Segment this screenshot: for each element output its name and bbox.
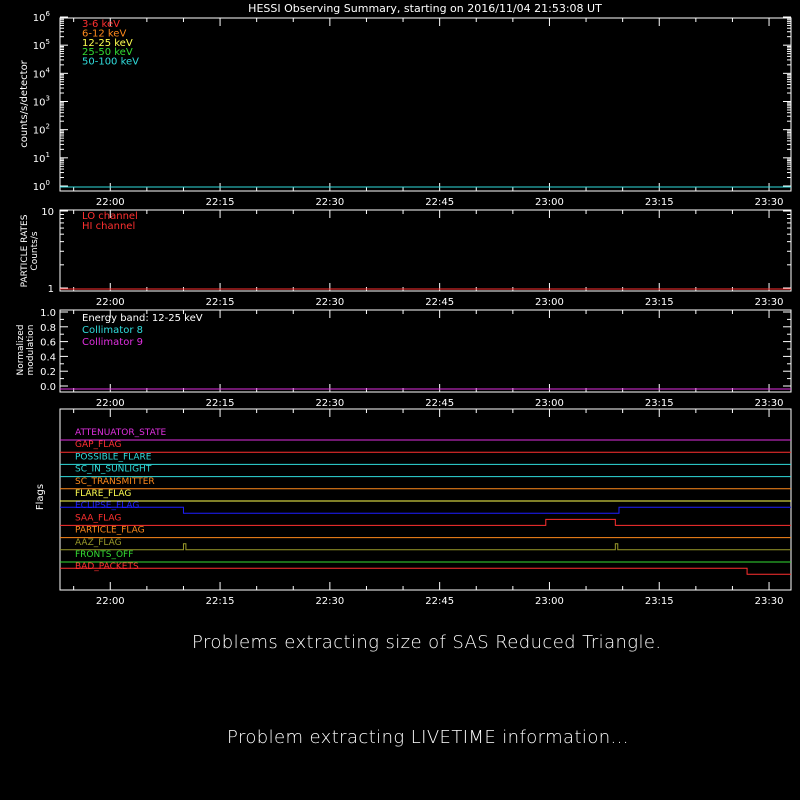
panel-flags: [35, 409, 791, 607]
flag-label: SC_TRANSMITTER: [75, 476, 155, 487]
legend-entry: 50-100 keV: [82, 56, 140, 68]
flag-line: [60, 544, 791, 550]
x-tick-label: 22:00: [95, 596, 125, 607]
legend-entry: Collimator 9: [82, 337, 143, 348]
y-axis-label: Normalized: [16, 324, 26, 376]
x-tick-label: 22:00: [95, 398, 125, 409]
legend-entry: LO channel: [82, 211, 138, 222]
flag-line: [60, 568, 791, 574]
y-tick-label: $10^5$: [32, 38, 50, 53]
x-tick-label: 22:30: [315, 197, 345, 208]
flag-label: PARTICLE_FLAG: [75, 525, 145, 536]
flag-label: GAP_FLAG: [75, 440, 122, 451]
y-tick-label: $10^6$: [32, 10, 50, 24]
x-tick-label: 23:30: [754, 297, 784, 308]
y-tick-label: 1.0: [40, 308, 56, 319]
x-tick-label: 22:30: [315, 398, 345, 409]
flag-label: ATTENUATOR_STATE: [75, 428, 167, 438]
y-tick-label: 0.4: [40, 352, 56, 364]
x-tick-label: 23:00: [535, 596, 564, 607]
legend-entry: 6-12 keV: [82, 28, 127, 40]
y-tick-label: $10^0$: [32, 179, 50, 193]
y-tick-label: $10^2$: [32, 122, 50, 137]
panel-frame: [60, 18, 791, 191]
x-tick-label: 22:00: [95, 197, 125, 208]
y-tick-label: 10: [41, 207, 54, 218]
y-axis-label: PARTICLE RATES: [20, 214, 30, 288]
panel-frame: [60, 210, 791, 291]
flag-label: POSSIBLE_FLARE: [75, 452, 152, 463]
y-tick-label: $10^3$: [32, 94, 50, 109]
flag-line: [60, 507, 791, 513]
y-tick-label: $10^1$: [32, 150, 50, 165]
x-tick-label: 23:00: [535, 398, 564, 409]
flag-label: ECLIPSE_FLAG: [75, 501, 140, 512]
energy-band-annotation: Energy band: 12-25 keV: [82, 313, 203, 324]
panel-frame: [60, 409, 791, 590]
legend-entry: 3-6 keV: [82, 19, 120, 30]
panel-count-rates: [19, 10, 791, 208]
x-tick-label: 23:30: [754, 398, 784, 409]
x-tick-label: 22:45: [425, 398, 455, 409]
y-tick-label: 0.0: [40, 382, 56, 393]
y-axis-label-units: Counts/s: [30, 231, 40, 271]
flag-label: BAD_PACKETS: [75, 562, 139, 573]
x-tick-label: 22:45: [425, 596, 455, 607]
y-tick-label: 0.8: [40, 322, 56, 334]
y-axis-label: Flags: [35, 483, 46, 511]
legend-entry: 25-50 keV: [82, 47, 133, 59]
x-tick-label: 22:30: [315, 297, 345, 308]
livetime-message: Problem extracting LIVETIME information...: [227, 727, 629, 748]
panel-modulation: [16, 308, 791, 409]
flag-line: [60, 519, 791, 525]
sas-message: Problems extracting size of SAS Reduced Triangle.: [192, 632, 662, 653]
flag-label: FLARE_FLAG: [75, 489, 132, 499]
x-tick-label: 22:15: [205, 398, 235, 409]
y-axis-label-line2: modulation: [26, 324, 36, 376]
x-tick-label: 23:15: [644, 398, 674, 409]
flag-label: AAZ_FLAG: [75, 537, 122, 548]
legend-entry: Collimator 8: [82, 325, 143, 336]
flag-label: FRONTS_OFF: [75, 550, 134, 560]
x-tick-label: 22:15: [205, 596, 235, 607]
y-axis-label: counts/s/detector: [19, 60, 30, 148]
y-tick-label: 0.6: [40, 337, 56, 349]
x-tick-label: 23:15: [644, 197, 674, 208]
x-tick-label: 23:00: [535, 297, 564, 308]
y-tick-label: 0.2: [40, 367, 56, 379]
x-tick-label: 23:15: [644, 297, 674, 308]
x-tick-label: 22:45: [425, 197, 455, 208]
x-tick-label: 22:15: [205, 197, 235, 208]
figure-title: HESSI Observing Summary, starting on 2016/11/04 21:53:08 UT: [248, 2, 602, 15]
flag-label: SAA_FLAG: [75, 513, 122, 524]
panel-particle-rates: [20, 207, 791, 308]
y-tick-label: $10^4$: [32, 66, 50, 81]
x-tick-label: 23:15: [644, 596, 674, 607]
x-tick-label: 23:30: [754, 197, 784, 208]
x-tick-label: 22:30: [315, 596, 345, 607]
x-tick-label: 23:00: [535, 197, 564, 208]
flag-label: SC_IN_SUNLIGHT: [75, 464, 152, 475]
x-tick-label: 23:30: [754, 596, 784, 607]
legend-entry: HI channel: [82, 221, 136, 232]
y-tick-label: 1: [47, 284, 54, 295]
x-tick-label: 22:00: [95, 297, 125, 308]
x-tick-label: 22:45: [425, 297, 455, 308]
x-tick-label: 22:15: [205, 297, 235, 308]
legend-entry: 12-25 keV: [82, 37, 133, 49]
